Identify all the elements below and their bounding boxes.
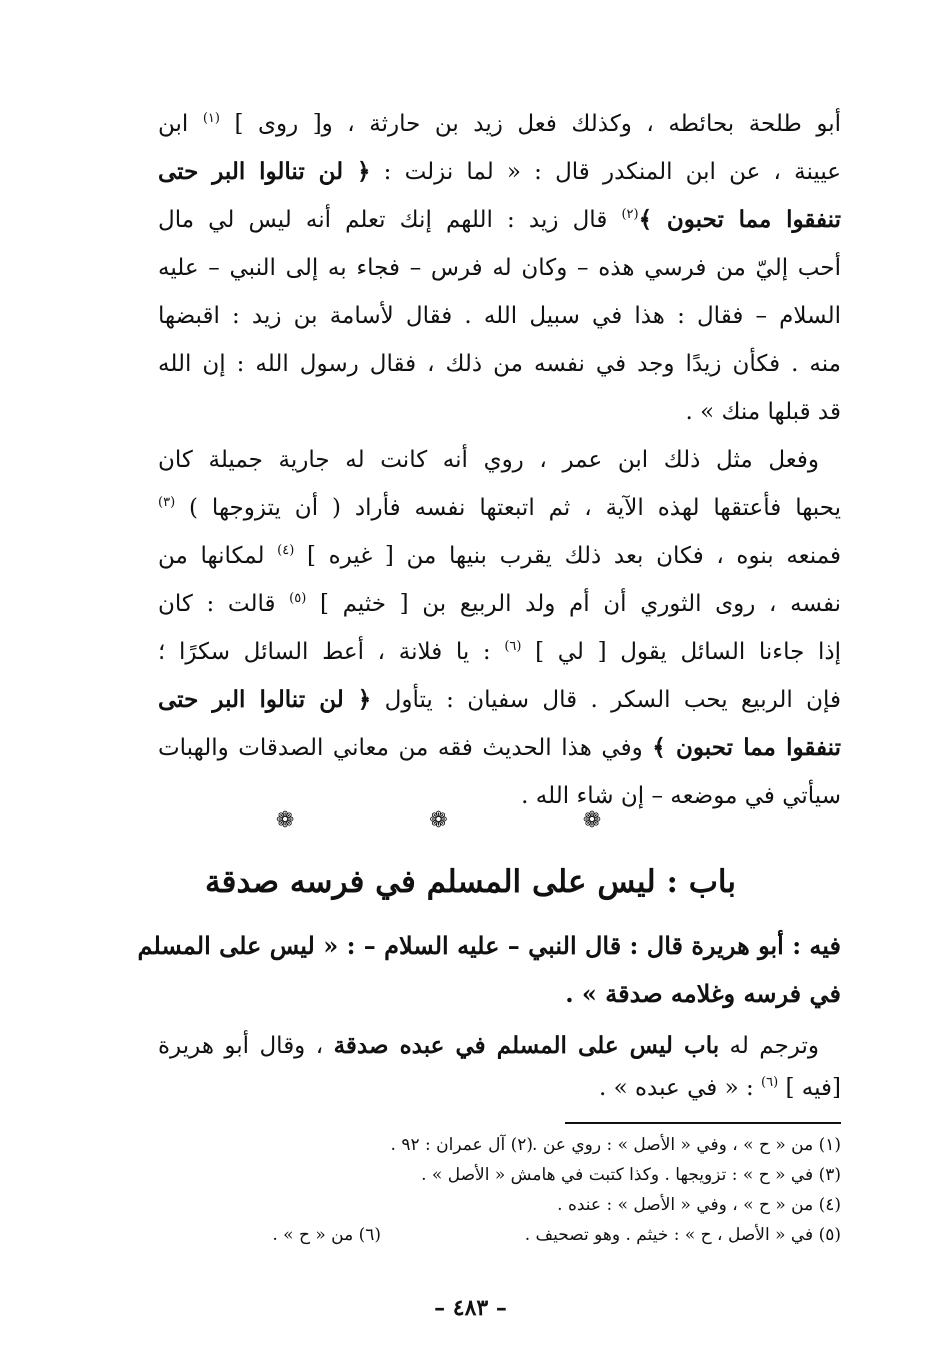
text-line: تنفقوا مما تحبون ﴾ وفي هذا الحديث فقه من معاني الصدقات والهبات [158,734,841,761]
footnote-divider [565,1122,841,1124]
text-line: تنفقوا مما تحبون ﴾$^{(٢)}$ قال زيد : اللهم إنك تعلم أنه ليس لي مال [158,206,842,233]
text-line: [فيه ] $^{(٦)}$ : « في عبده » . [598,1075,841,1101]
text-line: أبو طلحة بحائطه ، وكذلك فعل زيد بن حارثة ، و[ روى ] $^{(١)}$ ابن [158,111,841,137]
hadith-line: في فرسه وغلامه صدقة » . [565,979,841,1008]
chapter-reference: باب ليس على المسلم في عبده صدقة [333,1032,720,1059]
footnote: (٣) في « ح » : تزويجها . وكذا كتبت في هامش « الأصل » . [421,1165,841,1185]
text-line: عيينة ، عن ابن المنكدر قال : « لما نزلت : ﴿ لن تنالوا البر حتى [158,158,841,185]
text-line: سيأتي في موضعه – إن شاء الله . [521,783,841,809]
footnote-marker: (١) [202,111,220,126]
text-line: فإن الربيع يحب السكر . قال سفيان : يتأول ﴿ لن تنالوا البر حتى [158,686,841,713]
text-line: قد قبلها منك » . [685,399,841,425]
text-line: نفسه ، روى الثوري أن أم ولد الربيع بن [ خثيم ] $^{(٥)}$ قالت : كان [158,591,842,617]
footnote: (٥) في « الأصل ، ح » : خيثم . وهو تصحيف . [524,1225,841,1245]
footnote-marker: (٤) [277,543,295,558]
footnote-marker: (٥) [289,591,307,606]
footnote: (٤) من « ح » ، وفي « الأصل » : عنده . [557,1195,841,1215]
text-line: أحب إليّ من فرسي هذه – وكان له فرس – فجاء به إلى النبي – عليه [158,255,841,281]
quran-quote: تنفقوا مما تحبون ﴾ [638,206,842,233]
footnote-marker: (٦) [761,1075,779,1090]
footnote-marker: (٣) [158,495,176,510]
footnote: (٦) من « ح » . [272,1225,381,1245]
text-line: منه . فكأن زيدًا وجد في نفسه من ذلك ، فقال رسول الله : إن الله [158,351,841,377]
footnote-marker: (٢) [621,207,639,222]
hadith-line: فيه : أبو هريرة قال : قال النبي – عليه السلام – : « ليس على المسلم [137,931,841,960]
text-line: السلام – فقال : هذا في سبيل الله . فقال لأسامة بن زيد : اقبضها [158,303,841,329]
text-line: وترجم له باب ليس على المسلم في عبده صدقة ، وقال أبو هريرة [158,1032,820,1059]
text-line: يحبها فأعتقها لهذه الآية ، ثم اتبعتها نفسه فأراد ( أن يتزوجها ) $^{(٣)}$ [158,495,841,521]
footnote-marker: (٦) [504,639,522,654]
quran-quote: ﴿ لن تنالوا البر حتى [158,158,371,185]
text-line: فمنعه بنوه ، فكان بعد ذلك يقرب بنيها من [ غيره ] $^{(٤)}$ لمكانها من [158,543,841,569]
quran-quote: تنفقوا مما تحبون ﴾ [652,734,841,761]
ornament-separator: ❁ ❁ ❁ [275,808,666,833]
footnote: (٢) آل عمران : ٩٢ . [390,1135,533,1155]
text-line: وفعل مثل ذلك ابن عمر ، روي أنه كانت له جارية جميلة كان [158,447,819,473]
chapter-title: باب : ليس على المسلم في فرسه صدقة [205,864,736,900]
quran-quote: ﴿ لن تنالوا البر حتى [158,686,372,713]
page-number: – ٤٨٣ – [434,1295,507,1321]
text-line: إذا جاءنا السائل يقول [ لي ] $^{(٦)}$ : يا فلانة ، أعط السائل سكرًا ؛ [158,639,841,665]
footnote: (١) من « ح » ، وفي « الأصل » : روي عن . [532,1135,841,1155]
